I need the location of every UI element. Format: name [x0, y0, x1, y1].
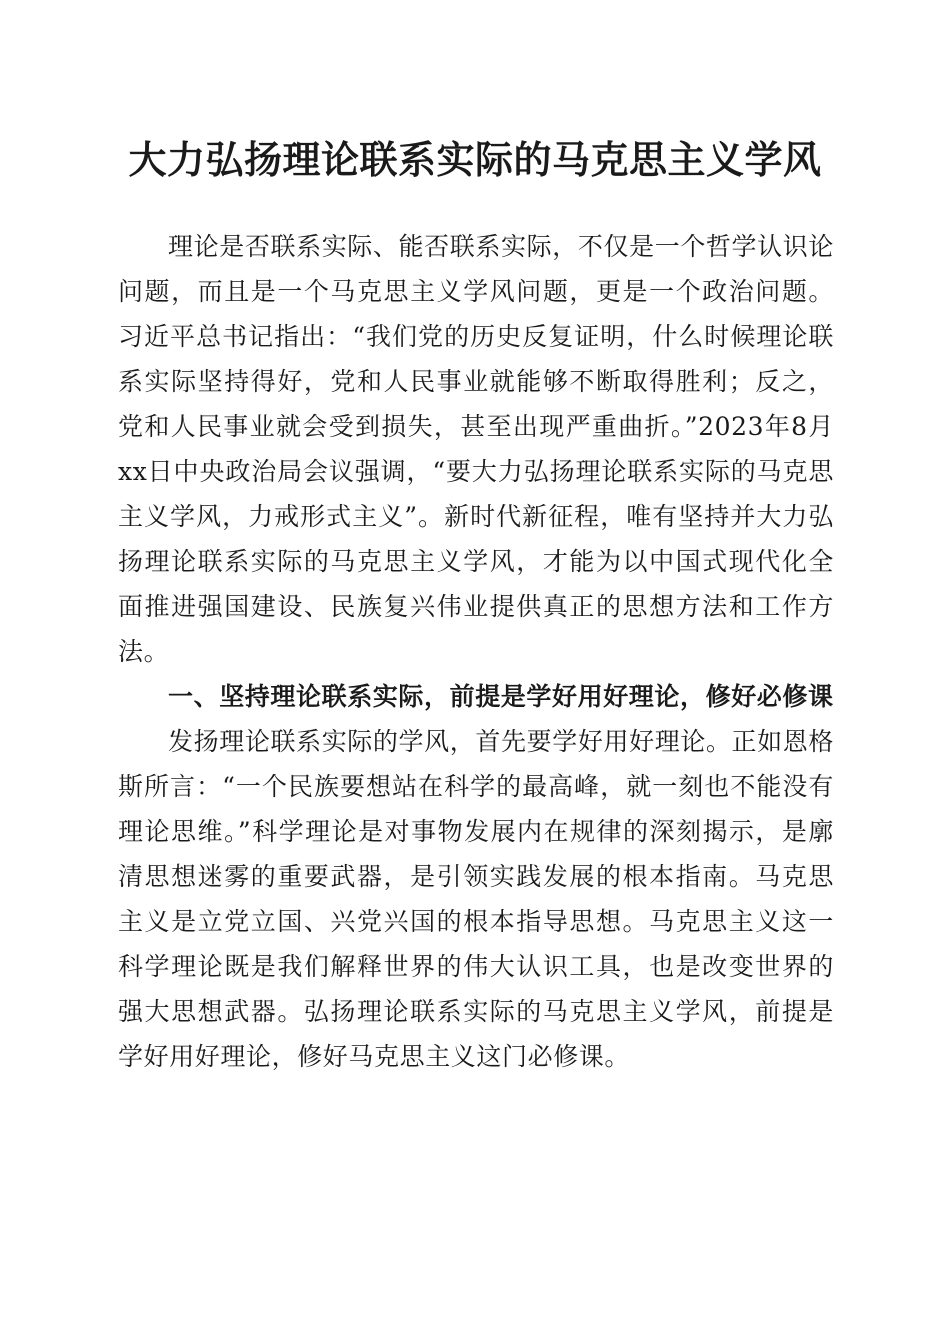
section-heading-1: 一、坚持理论联系实际，前提是学好用好理论，修好必修课	[168, 682, 834, 711]
document-title: 大力弘扬理论联系实际的马克思主义学风	[128, 137, 822, 182]
document-body	[118, 224, 834, 1079]
section-1-paragraph: 发扬理论联系实际的学风，首先要学好用好理论。正如恩格斯所言：“一个民族要想站在科学的最高峰，就一刻也不能没有理论思维。”科学理论是对事物发展内在规律的深刻揭示，是廓清思想迷雾的重要武器，是引领实践发展的根本指南。马克思主义是立党立国、兴党兴国的根本指导思想。马克思主义这一科学理论既是我们解释世界的伟大认识工具，也是改变世界的强大思想武器。弘扬理论联系实际的马克思主义学风，前提是学好用好理论，修好马克思主义这门必修课。	[118, 727, 834, 1071]
intro-paragraph: 理论是否联系实际、能否联系实际，不仅是一个哲学认识论问题，而且是一个马克思主义学风问题，更是一个政治问题。习近平总书记指出：“我们党的历史反复证明，什么时候理论联系实际坚持得好，党和人民事业就能够不断取得胜利；反之，党和人民事业就会受到损失，甚至出现严重曲折。”2023年8月xx日中央政治局会议强调，“要大力弘扬理论联系实际的马克思主义学风，力戒形式主义”。新时代新征程，唯有坚持并大力弘扬理论联系实际的马克思主义学风，才能为以中国式现代化全面推进强国建设、民族复兴伟业提供真正的思想方法和工作方法。	[118, 232, 834, 666]
